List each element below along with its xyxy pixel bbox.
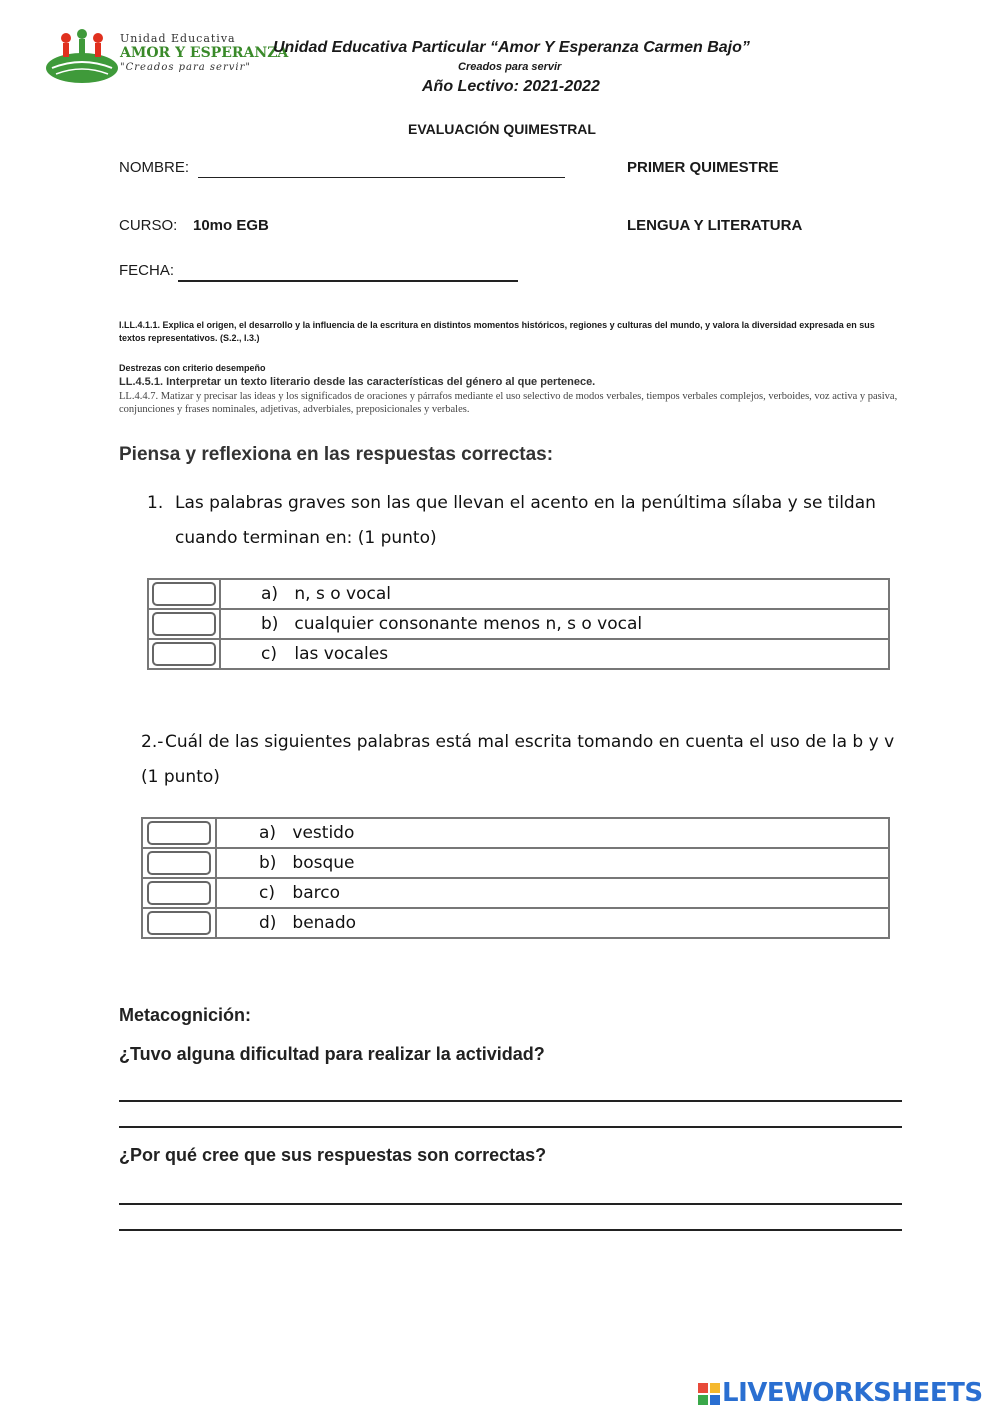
option-letter: c) — [259, 883, 275, 903]
option-row — [142, 908, 889, 938]
school-year: Año Lectivo: 2021-2022 — [422, 78, 600, 95]
course-value: 10mo EGB — [193, 217, 269, 234]
question-1-text-line2: cuando terminan en: (1 punto) — [175, 528, 437, 548]
instructions-heading: Piensa y reflexiona en las respuestas correctas: — [119, 444, 554, 465]
option-letter: c) — [261, 644, 277, 664]
period-label: PRIMER QUIMESTRE — [627, 159, 779, 176]
option-cell — [216, 848, 889, 878]
answer-checkbox-cell[interactable] — [148, 639, 220, 669]
answer-line[interactable] — [119, 1126, 902, 1128]
question-2-number: 2.- — [141, 732, 164, 752]
option-row — [148, 579, 889, 609]
answer-checkbox[interactable] — [147, 851, 211, 875]
logo-line2: AMOR Y ESPERANZA — [120, 45, 289, 61]
option-text: barco — [292, 883, 340, 903]
option-letter: b) — [261, 614, 279, 634]
option-cell — [220, 579, 889, 609]
option-text: benado — [292, 913, 357, 933]
option-cell — [216, 818, 889, 848]
question-1-options — [147, 578, 890, 670]
name-field[interactable] — [198, 160, 565, 178]
indicator-text: I.LL.4.1.1. Explica el origen, el desarrollo y la influencia de la escritura en distintos momentos históricos, regiones y culturas del mundo, y valora la diversidad expresada en sus textos representativos. (S.2., I.3.) — [119, 320, 875, 343]
answer-checkbox-cell[interactable] — [148, 579, 220, 609]
course-label: CURSO: — [119, 217, 178, 234]
option-text: bosque — [292, 853, 355, 873]
exam-title: EVALUACIÓN QUIMESTRAL — [408, 121, 596, 137]
option-row — [142, 848, 889, 878]
logo-line1: Unidad Educativa — [120, 32, 236, 45]
school-name: Unidad Educativa Particular “Amor Y Esperanza Carmen Bajo” — [273, 39, 750, 56]
answer-line[interactable] — [119, 1100, 902, 1102]
skill-2: LL.4.4.7. Matizar y precisar las ideas y los significados de oraciones y párrafos mediante el uso selectivo de modos verbales, tiempos verbales complejos, verboides, voz activa y pasiva, conjunciones y frases nominales, adjetivas, adverbiales, preposicionales y verbales. — [119, 391, 898, 415]
option-row — [148, 609, 889, 639]
answer-checkbox[interactable] — [147, 881, 211, 905]
skill-1: LL.4.5.1. Interpretar un texto literario desde las características del género al que pertenece. — [119, 376, 596, 388]
question-1-number: 1. — [147, 493, 164, 513]
answer-checkbox[interactable] — [152, 612, 216, 636]
answer-checkbox[interactable] — [147, 821, 211, 845]
answer-checkbox[interactable] — [152, 582, 216, 606]
liveworksheets-watermark: LIVEWORKSHEETS — [722, 1378, 983, 1408]
date-label: FECHA: — [119, 262, 175, 279]
option-cell — [216, 908, 889, 938]
option-row — [142, 878, 889, 908]
option-cell — [216, 878, 889, 908]
name-label: NOMBRE: — [119, 159, 190, 176]
option-letter: a) — [259, 823, 277, 843]
option-letter: d) — [259, 913, 277, 933]
skills-title: Destrezas con criterio desempeño — [119, 363, 266, 373]
subject-label: LENGUA Y LITERATURA — [627, 217, 803, 234]
option-cell — [220, 639, 889, 669]
liveworksheets-logo-icon — [698, 1383, 720, 1405]
question-1-text-line1: Las palabras graves son las que llevan el acento en la penúltima sílaba y se tildan — [175, 493, 876, 513]
question-2-options — [141, 817, 890, 939]
option-row — [148, 639, 889, 669]
metacognition-question-1: ¿Tuvo alguna dificultad para realizar la actividad? — [119, 1044, 545, 1064]
option-letter: a) — [261, 584, 279, 604]
school-motto: Creados para servir — [458, 61, 562, 73]
question-2-text-line2: (1 punto) — [141, 767, 220, 787]
option-text: vestido — [292, 823, 355, 843]
option-row — [142, 818, 889, 848]
option-cell — [220, 609, 889, 639]
answer-checkbox[interactable] — [152, 642, 216, 666]
metacognition-title: Metacognición: — [119, 1005, 252, 1025]
option-text: n, s o vocal — [294, 584, 392, 604]
answer-checkbox[interactable] — [147, 911, 211, 935]
date-field[interactable] — [178, 265, 518, 282]
question-2-text-line1: Cuál de las siguientes palabras está mal escrita tomando en cuenta el uso de la b y v — [165, 732, 895, 752]
option-text: cualquier consonante menos n, s o vocal — [294, 614, 643, 634]
option-text: las vocales — [294, 644, 389, 664]
option-letter: b) — [259, 853, 277, 873]
answer-checkbox-cell[interactable] — [148, 609, 220, 639]
answer-line[interactable] — [119, 1203, 902, 1205]
answer-checkbox-cell[interactable] — [142, 848, 216, 878]
answer-checkbox-cell[interactable] — [142, 908, 216, 938]
answer-checkbox-cell[interactable] — [142, 818, 216, 848]
metacognition-question-2: ¿Por qué cree que sus respuestas son correctas? — [119, 1145, 547, 1165]
answer-checkbox-cell[interactable] — [142, 878, 216, 908]
logo-line3: "Creados para servir" — [120, 62, 251, 73]
answer-line[interactable] — [119, 1229, 902, 1231]
